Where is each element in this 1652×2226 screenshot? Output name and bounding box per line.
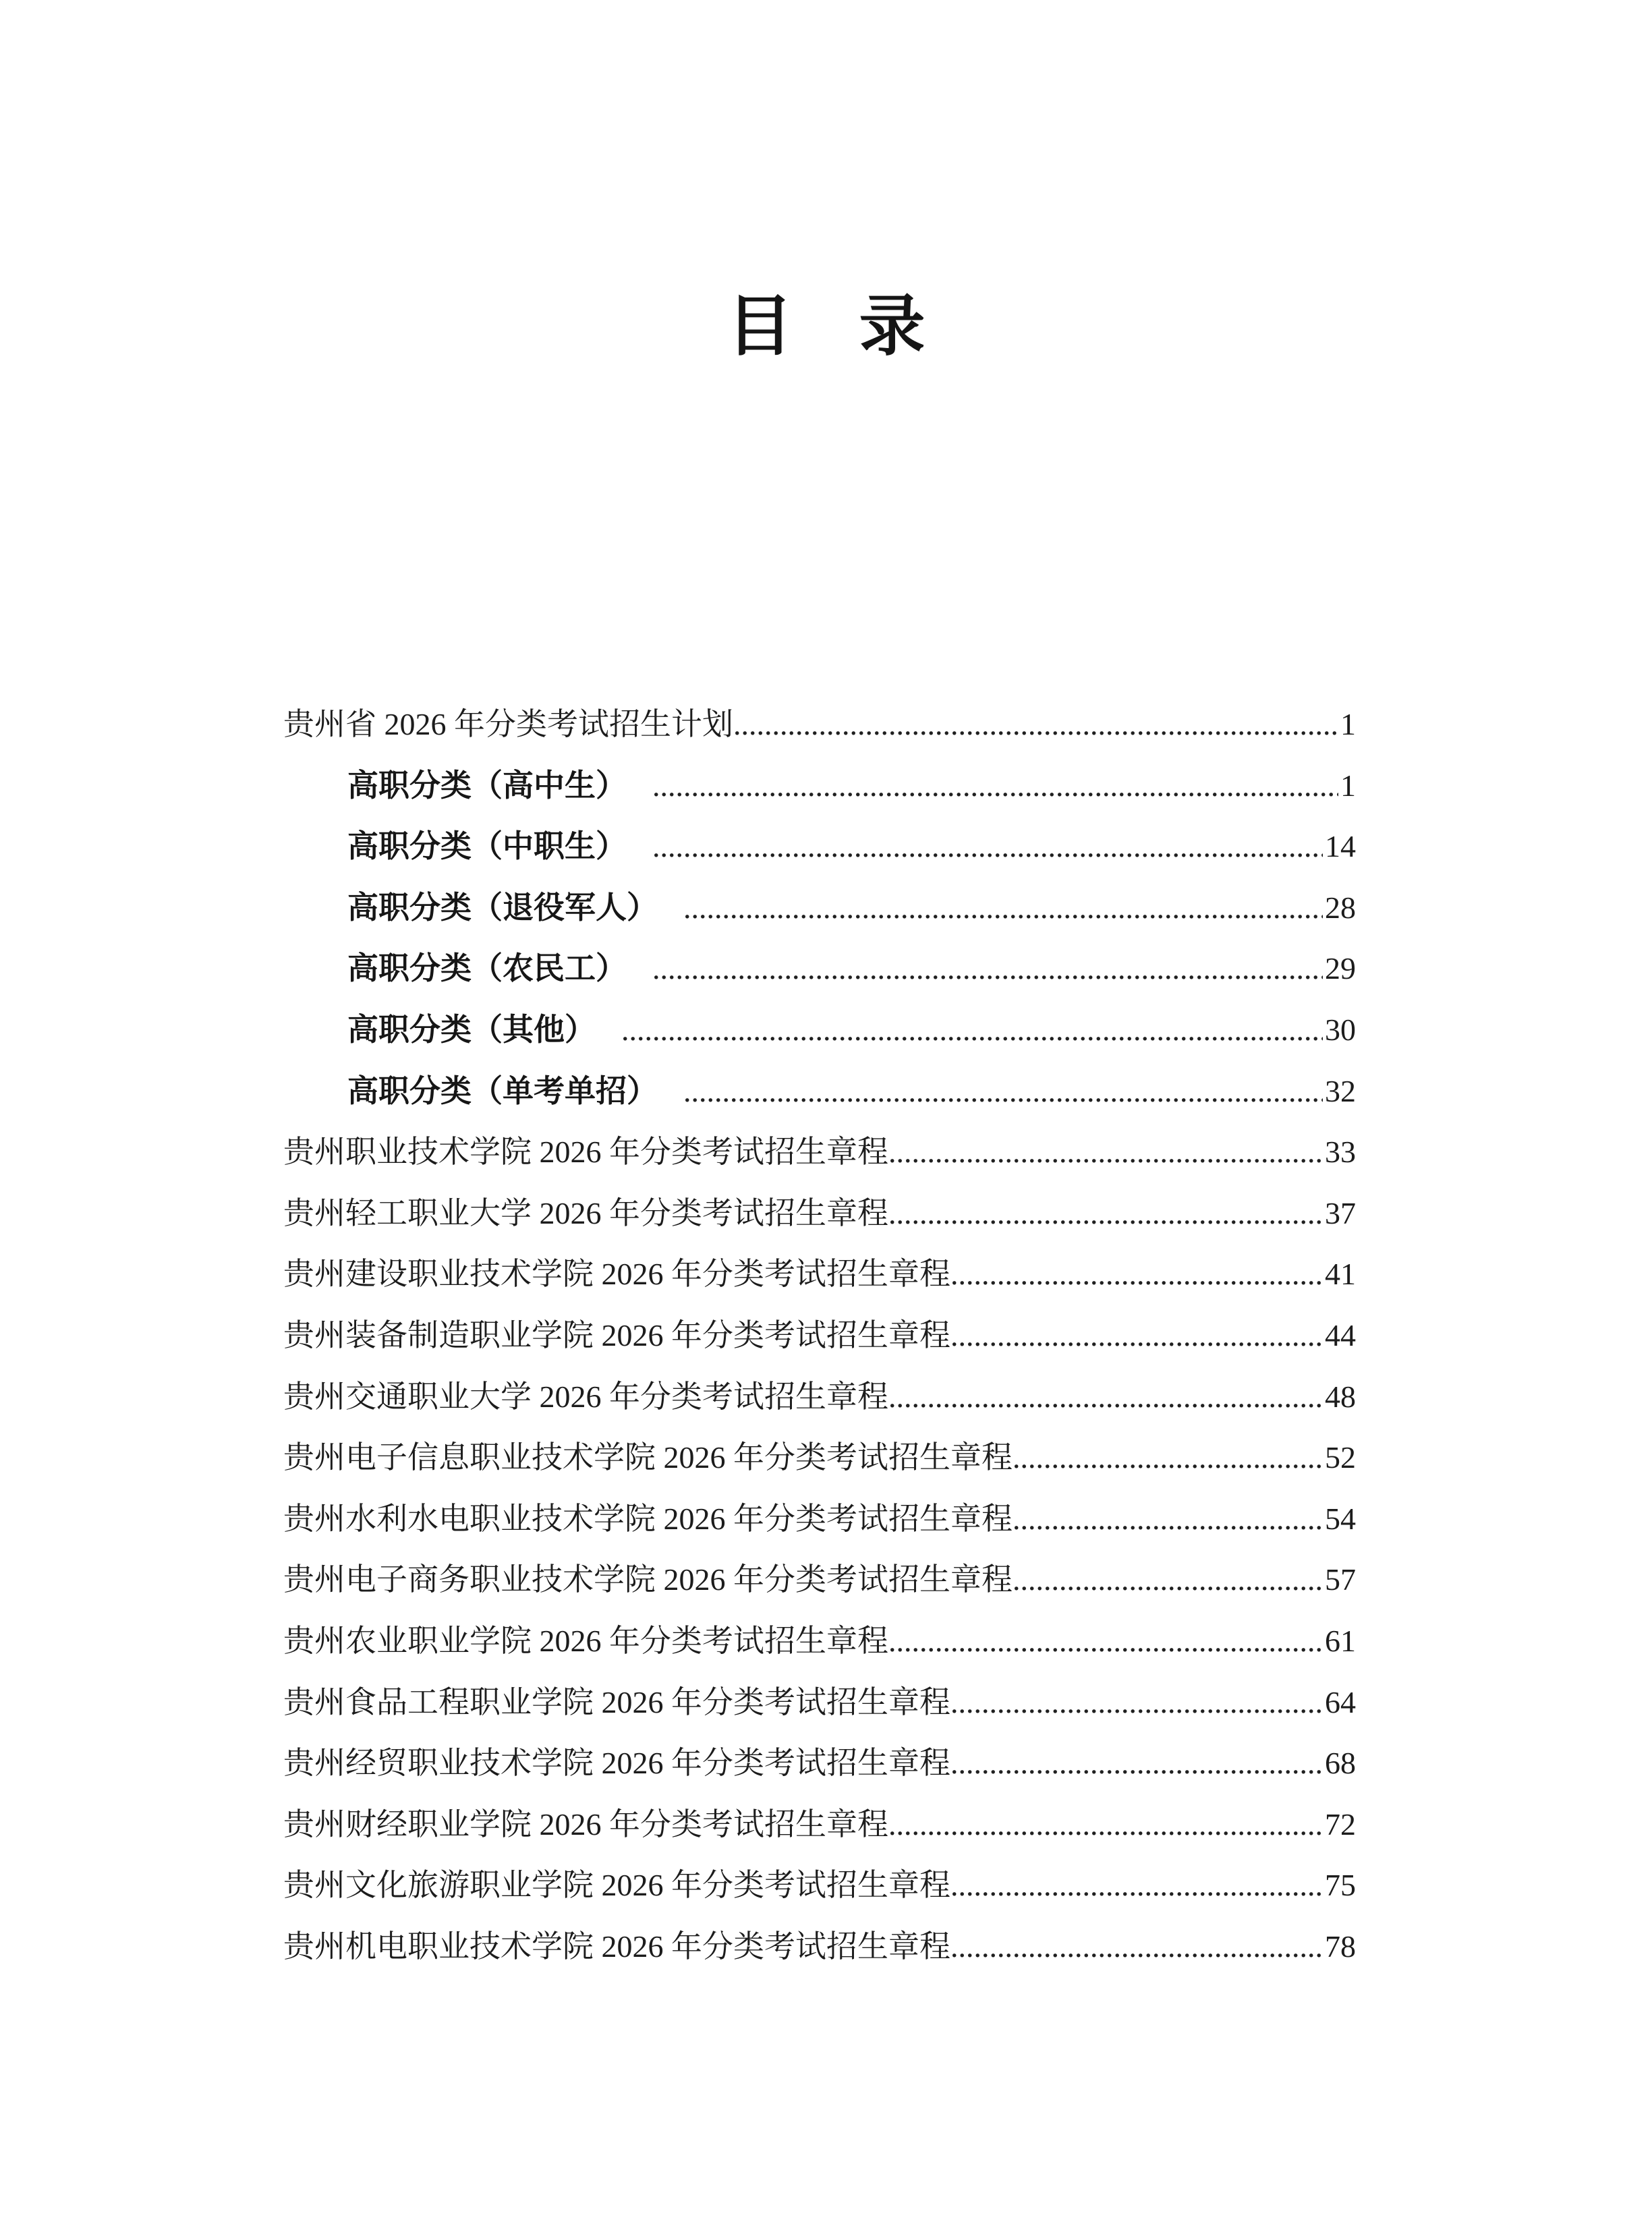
toc-dot-leader (621, 1012, 1323, 1048)
toc-page-number: 33 (1325, 1135, 1356, 1170)
toc-page-number: 54 (1325, 1501, 1356, 1536)
toc-page-number: 14 (1325, 829, 1356, 864)
toc-entry-label: 贵州交通职业大学 2026 年分类考试招生章程 (283, 1379, 888, 1414)
toc-entry[interactable] (283, 1196, 1356, 1257)
toc-page-number: 57 (1325, 1562, 1356, 1597)
toc-entry[interactable] (283, 1440, 1356, 1502)
toc-entry-label: 贵州轻工职业大学 2026 年分类考试招生章程 (283, 1195, 888, 1230)
toc-entry-label: 贵州电子信息职业技术学院 2026 年分类考试招生章程 (283, 1440, 1013, 1475)
toc-entry[interactable] (283, 829, 1356, 890)
toc-dot-leader (1013, 1440, 1323, 1476)
toc-entry-label: 贵州装备制造职业学院 2026 年分类考试招生章程 (283, 1317, 950, 1352)
page-title: 目 录 (727, 291, 925, 364)
toc-entry[interactable] (283, 1746, 1356, 1807)
toc-entry-label: 贵州省 2026 年分类考试招生计划 (283, 707, 733, 741)
toc-dot-leader (950, 1746, 1323, 1781)
toc-entry[interactable] (283, 1624, 1356, 1685)
toc-dot-leader (950, 1868, 1323, 1904)
toc-page-number: 64 (1325, 1684, 1356, 1719)
toc-dot-leader (888, 1135, 1323, 1170)
toc-list (283, 707, 1356, 1990)
toc-entry-label: 贵州财经职业学院 2026 年分类考试招生章程 (283, 1806, 888, 1842)
toc-entry[interactable] (283, 707, 1356, 768)
toc-entry[interactable] (283, 1868, 1356, 1929)
toc-entry[interactable] (283, 768, 1356, 830)
toc-dot-leader (652, 829, 1323, 865)
toc-page-number: 1 (1340, 768, 1356, 803)
toc-entry-label: 贵州经贸职业技术学院 2026 年分类考试招生章程 (283, 1746, 950, 1781)
toc-entry-label: 贵州电子商务职业技术学院 2026 年分类考试招生章程 (283, 1562, 1013, 1597)
toc-page-number: 68 (1325, 1746, 1356, 1781)
toc-entry-label: 贵州农业职业学院 2026 年分类考试招生章程 (283, 1623, 888, 1658)
toc-entry-label: 贵州职业技术学院 2026 年分类考试招生章程 (283, 1135, 888, 1170)
toc-entry-label: 高职分类（农民工） (347, 951, 627, 986)
toc-entry[interactable] (283, 1135, 1356, 1196)
toc-page-number: 37 (1325, 1195, 1356, 1230)
toc-dot-leader (888, 1624, 1323, 1659)
toc-page-number: 29 (1325, 951, 1356, 986)
toc-dot-leader (888, 1379, 1323, 1415)
toc-dot-leader (683, 1074, 1323, 1110)
toc-dot-leader (1013, 1502, 1323, 1537)
toc-entry[interactable] (283, 951, 1356, 1012)
toc-dot-leader (652, 768, 1338, 804)
toc-dot-leader (950, 1929, 1323, 1965)
toc-page-number: 48 (1325, 1379, 1356, 1414)
toc-entry[interactable] (283, 1502, 1356, 1563)
toc-page-number: 41 (1325, 1257, 1356, 1292)
toc-dot-leader (950, 1257, 1323, 1292)
toc-entry-label: 贵州建设职业技术学院 2026 年分类考试招生章程 (283, 1257, 950, 1292)
toc-entry[interactable] (283, 1012, 1356, 1074)
toc-entry-label: 贵州机电职业技术学院 2026 年分类考试招生章程 (283, 1929, 950, 1964)
toc-dot-leader (888, 1196, 1323, 1232)
toc-entry[interactable] (283, 1257, 1356, 1318)
toc-entry-label: 高职分类（高中生） (347, 768, 627, 803)
toc-dot-leader (1013, 1562, 1323, 1598)
toc-dot-leader (950, 1318, 1323, 1354)
toc-dot-leader (683, 890, 1323, 926)
toc-dot-leader (652, 951, 1323, 987)
toc-entry[interactable] (283, 1379, 1356, 1441)
toc-entry[interactable] (283, 1074, 1356, 1135)
toc-page-number: 30 (1325, 1012, 1356, 1047)
toc-entry[interactable] (283, 1685, 1356, 1746)
toc-entry[interactable] (283, 890, 1356, 952)
toc-entry-label: 贵州水利水电职业技术学院 2026 年分类考试招生章程 (283, 1501, 1013, 1536)
toc-page-number: 44 (1325, 1317, 1356, 1352)
toc-page-number: 28 (1325, 890, 1356, 925)
toc-entry[interactable] (283, 1929, 1356, 1991)
toc-entry-label: 高职分类（其他） (347, 1012, 596, 1047)
toc-entry[interactable] (283, 1318, 1356, 1379)
toc-page-number: 75 (1325, 1868, 1356, 1903)
toc-dot-leader (888, 1807, 1323, 1843)
toc-page-number: 78 (1325, 1929, 1356, 1964)
toc-entry-label: 贵州食品工程职业学院 2026 年分类考试招生章程 (283, 1684, 950, 1719)
toc-page-number: 61 (1325, 1623, 1356, 1658)
toc-dot-leader (733, 707, 1338, 743)
toc-entry-label: 高职分类（单考单招） (347, 1073, 658, 1108)
toc-page-number: 52 (1325, 1440, 1356, 1475)
toc-page-number: 1 (1340, 707, 1356, 741)
toc-entry[interactable] (283, 1807, 1356, 1868)
toc-entry[interactable] (283, 1562, 1356, 1624)
toc-entry-label: 贵州文化旅游职业学院 2026 年分类考试招生章程 (283, 1868, 950, 1903)
toc-dot-leader (950, 1685, 1323, 1721)
toc-page-number: 72 (1325, 1806, 1356, 1842)
toc-entry-label: 高职分类（中职生） (347, 829, 627, 864)
toc-page-number: 32 (1325, 1073, 1356, 1108)
toc-entry-label: 高职分类（退役军人） (347, 890, 658, 925)
